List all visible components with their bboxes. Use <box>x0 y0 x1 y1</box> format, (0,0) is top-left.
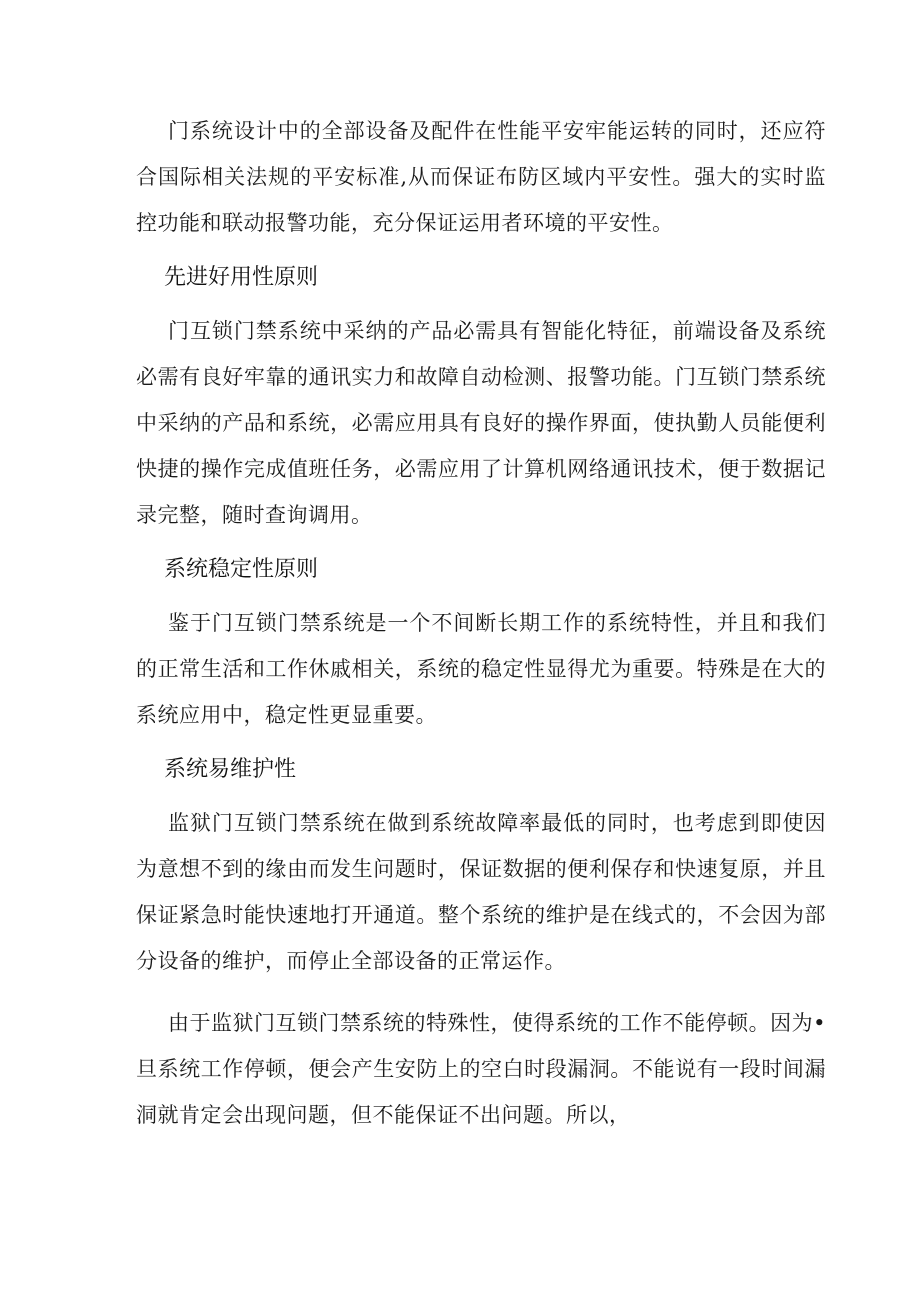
maintenance-paragraph-1: 监狱门互锁门禁系统在做到系统故障率最低的同时，也考虑到即使因为意想不到的缘由而发生问题时，保证数据的便利保存和快速复原，并且保证紧急时能快速地打开通道。整个系统的维护是在线式的，不会因为部分设备的维护，而停止全部设备的正常运作。 <box>136 811 826 973</box>
intro-paragraph: 门系统设计中的全部设备及配件在性能平安牢能运转的同时，还应符合国际相关法规的平安标准,从而保证布防区域内平安性。强大的实时监控功能和联动报警功能，充分保证运用者环境的平安性。 <box>136 119 826 235</box>
advanced-paragraph: 门互锁门禁系统中采纳的产品必需具有智能化特征，前端设备及系统必需有良好牢靠的通讯实力和故障自动检测、报警功能。门互锁门禁系统中采纳的产品和系统，必需应用具有良好的操作界面，使执勤人员能便利快捷的操作完成值班任务，必需应用了计算机网络通讯技术，便于数据记录完整，随时查询调用。 <box>136 319 826 527</box>
heading-system-stability: 系统稳定性原则 <box>164 557 319 582</box>
maintenance-paragraph-2: 由于监狱门互锁门禁系统的特殊性，使得系统的工作不能停顿。因为•旦系统工作停顿，便会产生安防上的空白时段漏洞。不能说有一段时间漏洞就肯定会出现问题，但不能保证不出问题。所以， <box>136 1011 826 1127</box>
stability-paragraph: 鉴于门互锁门禁系统是一个不间断长期工作的系统特性，并且和我们的正常生活和工作休戚相关，系统的稳定性显得尤为重要。特殊是在大的系统应用中，稳定性更显重要。 <box>136 611 826 727</box>
heading-advanced-usability: 先进好用性原则 <box>164 265 319 290</box>
heading-maintainability: 系统易维护性 <box>164 757 297 782</box>
document-body <box>136 108 826 1138</box>
